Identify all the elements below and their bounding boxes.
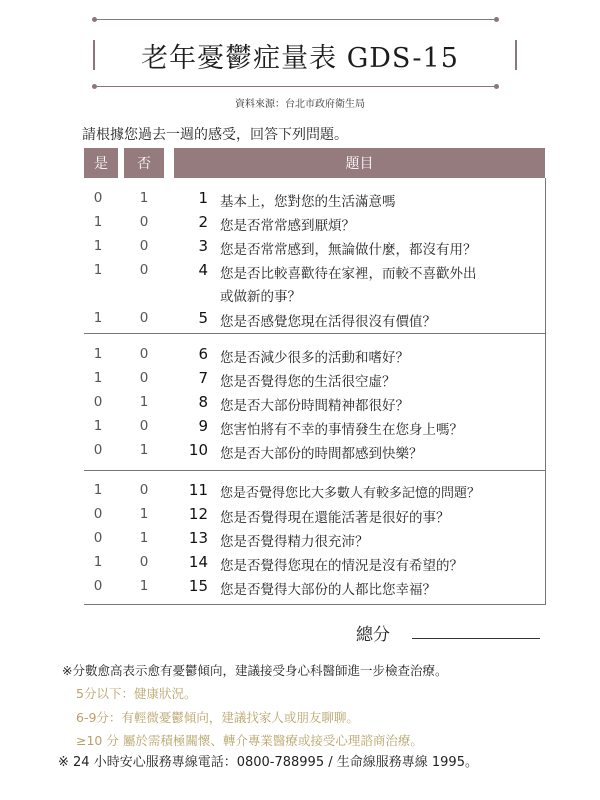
table-row — [0, 261, 600, 307]
question-number: 15 — [188, 577, 208, 595]
instruction-text: 請根據您過去一週的感受，回答下列問題。 — [82, 127, 348, 143]
yes-score: 1 — [93, 238, 103, 254]
section-divider — [84, 470, 545, 471]
frame-top-line — [97, 19, 495, 20]
question-number: 3 — [198, 237, 208, 255]
yes-score: 0 — [93, 530, 103, 546]
question-text: 基本上，您對您的生活滿意嗎 — [220, 194, 396, 210]
score-range-severe: ≥10 分 屬於需積極關懷、轉介專業醫療或接受心理諮商治療。 — [76, 733, 423, 748]
score-range-healthy: 5分以下：健康狀況。 — [76, 686, 197, 701]
yes-score: 1 — [93, 418, 103, 434]
question-text: 您是否覺得您現在的情況是沒有希望的？ — [220, 558, 463, 574]
no-score: 1 — [139, 190, 149, 206]
table-row — [0, 309, 600, 331]
question-text: 您是否感覺您現在活得很沒有價值？ — [220, 314, 436, 330]
no-score: 0 — [139, 370, 149, 386]
question-text: 您是否覺得您的生活很空虛？ — [220, 374, 396, 390]
no-score: 1 — [139, 506, 149, 522]
question-text-continued: 或做新的事？ — [220, 289, 301, 305]
interpretation-note: ※分數愈高表示愈有憂鬱傾向，建議接受身心科醫師進一步檢查治療。 — [62, 663, 448, 678]
question-text: 您是否大部份時間精神都很好？ — [220, 398, 409, 414]
question-text: 您是否覺得現在還能活著是很好的事？ — [220, 510, 450, 526]
question-number: 14 — [188, 553, 208, 571]
yes-score: 1 — [93, 482, 103, 498]
table-row — [0, 505, 600, 527]
total-score-field[interactable] — [412, 638, 540, 639]
yes-score: 1 — [93, 214, 103, 230]
yes-score: 1 — [93, 370, 103, 386]
no-score: 1 — [139, 578, 149, 594]
question-number: 5 — [198, 309, 208, 327]
question-text: 您是否比較喜歡待在家裡，而較不喜歡外出 — [220, 266, 477, 282]
frame-dot — [494, 17, 499, 22]
table-row — [0, 529, 600, 551]
section-divider — [84, 333, 545, 334]
frame-dot — [494, 84, 499, 89]
question-text: 您是否常常感到，無論做什麼，都沒有用？ — [220, 242, 477, 258]
page-title: 老年憂鬱症量表 GDS-15 — [141, 43, 459, 74]
question-text: 您害怕將有不幸的事情發生在您身上嗎？ — [220, 422, 463, 438]
no-score: 0 — [139, 214, 149, 230]
question-text: 您是否常常感到厭煩？ — [220, 218, 355, 234]
header-no: 否 — [124, 148, 164, 178]
no-score: 0 — [139, 262, 149, 278]
table-row — [0, 369, 600, 391]
total-score-label: 總分 — [356, 625, 390, 645]
score-range-mild: 6-9分：有輕微憂鬱傾向，建議找家人或朋友聊聊。 — [76, 710, 359, 725]
no-score: 0 — [139, 482, 149, 498]
question-number: 4 — [198, 261, 208, 279]
question-number: 6 — [198, 345, 208, 363]
table-row — [0, 213, 600, 235]
question-number: 13 — [188, 529, 208, 547]
header-question: 題目 — [174, 148, 545, 178]
yes-score: 1 — [93, 346, 103, 362]
table-row — [0, 237, 600, 259]
question-text: 您是否覺得大部份的人都比您幸福？ — [220, 582, 436, 598]
table-row — [0, 189, 600, 211]
yes-score: 1 — [93, 310, 103, 326]
yes-score: 0 — [93, 190, 103, 206]
no-score: 0 — [139, 310, 149, 326]
yes-score: 1 — [93, 262, 103, 278]
question-number: 9 — [198, 417, 208, 435]
yes-score: 0 — [93, 506, 103, 522]
frame-bottom-line — [97, 86, 495, 87]
table-row — [0, 481, 600, 503]
table-row — [0, 417, 600, 439]
question-number: 12 — [188, 505, 208, 523]
question-text: 您是否覺得精力很充沛？ — [220, 534, 369, 550]
yes-score: 1 — [93, 554, 103, 570]
source-note: 資料來源：台北市政府衛生局 — [235, 99, 365, 110]
question-number: 10 — [188, 441, 208, 459]
no-score: 1 — [139, 530, 149, 546]
question-text: 您是否覺得您比大多數人有較多記憶的問題？ — [220, 486, 481, 501]
no-score: 0 — [139, 554, 149, 570]
no-score: 1 — [139, 394, 149, 410]
hotline-note: ※ 24 小時安心服務專線電話：0800-788995 / 生命線服務專線 1995。 — [58, 755, 478, 770]
frame-right-bar — [515, 40, 517, 70]
yes-score: 0 — [93, 578, 103, 594]
header-yes: 是 — [84, 148, 118, 178]
no-score: 0 — [139, 418, 149, 434]
question-text: 您是否大部份的時間都感到快樂？ — [220, 446, 423, 462]
question-number: 8 — [198, 393, 208, 411]
table-row — [0, 441, 600, 463]
question-number: 11 — [188, 481, 208, 499]
question-number: 2 — [198, 213, 208, 231]
yes-score: 0 — [93, 394, 103, 410]
no-score: 1 — [139, 442, 149, 458]
question-text: 您是否減少很多的活動和嗜好？ — [220, 350, 409, 366]
no-score: 0 — [139, 238, 149, 254]
table-row — [0, 577, 600, 599]
no-score: 0 — [139, 346, 149, 362]
frame-left-bar — [93, 40, 95, 70]
table-row — [0, 393, 600, 415]
yes-score: 0 — [93, 442, 103, 458]
table-row — [0, 553, 600, 575]
question-number: 7 — [198, 369, 208, 387]
question-number: 1 — [198, 189, 208, 207]
table-row — [0, 345, 600, 367]
